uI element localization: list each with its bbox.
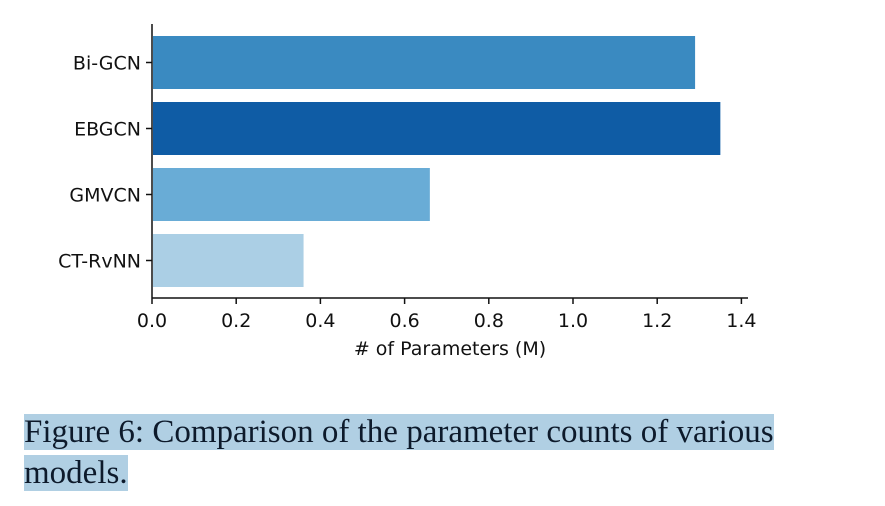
bar-gmvcn — [153, 168, 430, 221]
bar-bi-gcn — [153, 36, 695, 89]
y-ticks-group — [58, 53, 152, 273]
x-tick-label: 1.4 — [726, 310, 757, 332]
y-tick-label-gmvcn: GMVCN — [69, 184, 141, 207]
y-tick-label-ebgcn: EBGCN — [74, 118, 141, 141]
y-tick-label-ct-rvnn: CT-RvNN — [58, 250, 141, 273]
caption-text: Figure 6: Comparison of the parameter counts of various models. — [24, 414, 774, 491]
x-tick-label: 0.0 — [136, 310, 168, 332]
x-tick-label: 0.8 — [473, 310, 504, 332]
x-ticks-group — [137, 298, 757, 332]
x-axis-title: # of Parameters (M) — [353, 338, 547, 360]
x-tick-label: 0.4 — [305, 310, 336, 332]
figure-caption — [24, 412, 794, 494]
y-tick-label-bi-gcn: Bi-GCN — [72, 52, 141, 75]
bar-ebgcn — [153, 102, 720, 155]
bar-ct-rvnn — [153, 234, 304, 287]
x-tick-label: 1.0 — [557, 310, 589, 332]
x-tick-label: 0.6 — [389, 310, 420, 332]
bars-group — [153, 36, 720, 287]
x-tick-label: 1.2 — [642, 310, 673, 332]
x-tick-label: 0.2 — [221, 310, 252, 332]
